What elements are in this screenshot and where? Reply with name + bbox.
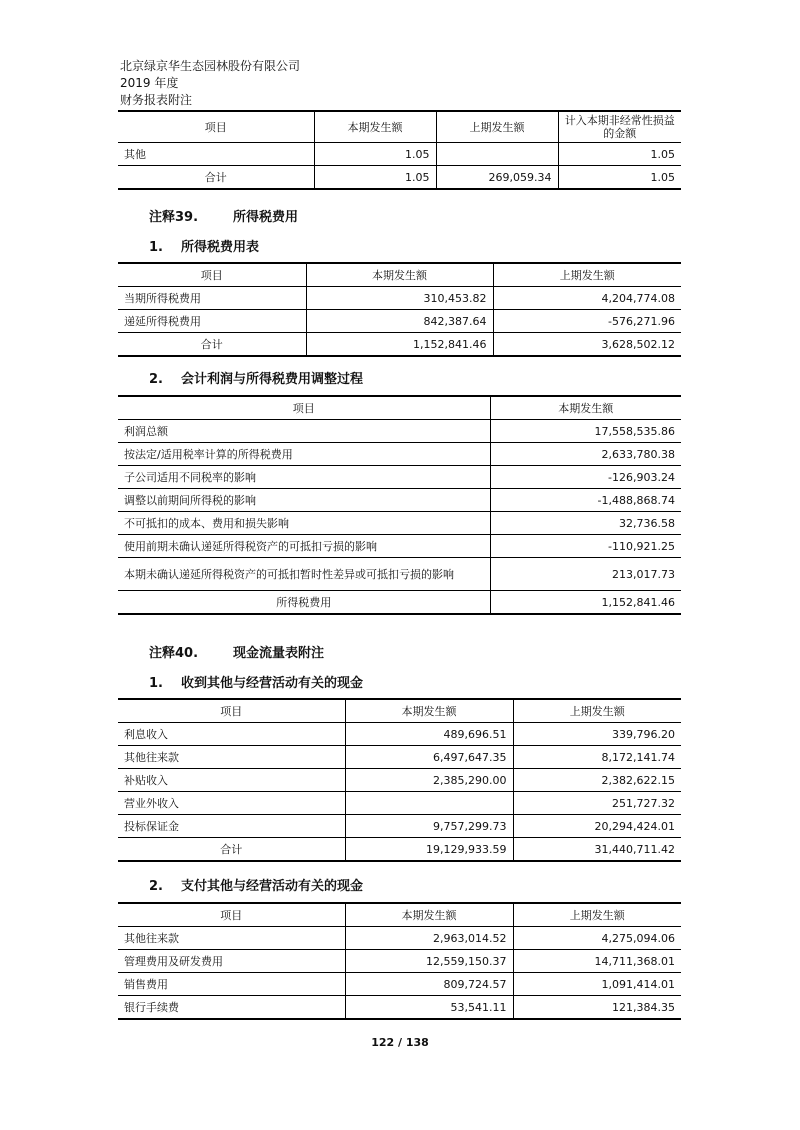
company-name: 北京绿京华生态园林股份有限公司	[120, 59, 301, 73]
document-header	[120, 58, 300, 109]
note39-title: 注释39. 所得税费用	[149, 210, 299, 225]
col-header-previous: 上期发生额	[436, 111, 558, 143]
table-row: 不可抵扣的成本、费用和损失影响 32,736.58	[118, 512, 681, 535]
table-row: 投标保证金 9,757,299.73 20,294,424.01	[118, 815, 681, 838]
table-row: 其他 1.05 1.05	[118, 143, 681, 166]
table-row-total: 合计 19,129,933.59 31,440,711.42	[118, 838, 681, 862]
table-row: 调整以前期间所得税的影响 -1,488,868.74	[118, 489, 681, 512]
note40-title: 注释40. 现金流量表附注	[149, 646, 325, 661]
note40-sub1-title: 1. 收到其他与经营活动有关的现金	[149, 676, 364, 691]
table-row: 子公司适用不同税率的影响 -126,903.24	[118, 466, 681, 489]
table-row: 其他往来款 6,497,647.35 8,172,141.74	[118, 746, 681, 769]
col-header-current: 本期发生额	[314, 111, 436, 143]
document-type: 财务报表附注	[120, 93, 193, 107]
table-row: 管理费用及研发费用 12,559,150.37 14,711,368.01	[118, 950, 681, 973]
table-row-total: 所得税费用 1,152,841.46	[118, 591, 681, 615]
cash-paid-table: 项目 本期发生额 上期发生额 其他往来款 2,963,014.52 4,275,094.06 管理费用及研发费用 12,559,150.37 14,711,368.01 销售费用 809,724.57 1,091,414.01 银行手续费 53,541.11 121,384.35	[118, 902, 681, 1020]
table-row: 其他往来款 2,963,014.52 4,275,094.06	[118, 927, 681, 950]
table-row: 银行手续费 53,541.11 121,384.35	[118, 996, 681, 1020]
table-row-total: 合计 1,152,841.46 3,628,502.12	[118, 333, 681, 357]
table-row: 利息收入 489,696.51 339,796.20	[118, 723, 681, 746]
note40-sub2-title: 2. 支付其他与经营活动有关的现金	[149, 879, 364, 894]
income-tax-expense-table: 项目 本期发生额 上期发生额 当期所得税费用 310,453.82 4,204,774.08 递延所得税费用 842,387.64 -576,271.96 合计 1,152,841.46 3,628,502.12	[118, 262, 681, 357]
table-row-total: 合计 1.05 269,059.34 1.05	[118, 166, 681, 190]
table-row: 销售费用 809,724.57 1,091,414.01	[118, 973, 681, 996]
table-row: 利润总额 17,558,535.86	[118, 420, 681, 443]
col-header-item: 项目	[118, 111, 314, 143]
table-row: 本期未确认递延所得税资产的可抵扣暂时性差异或可抵扣亏损的影响 213,017.73	[118, 558, 681, 591]
table-row: 递延所得税费用 842,387.64 -576,271.96	[118, 310, 681, 333]
table-row: 营业外收入 251,727.32	[118, 792, 681, 815]
page-number: 122 / 138	[371, 1036, 429, 1049]
table-row: 当期所得税费用 310,453.82 4,204,774.08	[118, 287, 681, 310]
tax-reconciliation-table: 项目 本期发生额 利润总额 17,558,535.86 按法定/适用税率计算的所得税费用 2,633,780.38 子公司适用不同税率的影响 -126,903.24 调整以前期间所得税的影响 -1,488,868.74 不可抵扣的成本、费用和损失影响 32,736.58 使用前期未确认递延所得税资产的可抵扣亏损的影响 -110,921.25 本期未确认递延所得税资产的可抵扣暂时性差异或可抵扣亏损的影响 213,017.73 所得税费用 1,152,841.46	[118, 395, 681, 615]
note39-sub2-title: 2. 会计利润与所得税费用调整过程	[149, 372, 364, 387]
col-header-nonrecurring: 计入本期非经常性损益的金额	[558, 111, 681, 143]
table-row: 补贴收入 2,385,290.00 2,382,622.15	[118, 769, 681, 792]
nonoperating-table	[118, 110, 681, 190]
cash-received-table: 项目 本期发生额 上期发生额 利息收入 489,696.51 339,796.20 其他往来款 6,497,647.35 8,172,141.74 补贴收入 2,385,290.00 2,382,622.15 营业外收入 251,727.32 投标保证金 9,757,299.73 20,294,424.01 合计 19,129,933.59 31,440,711.42	[118, 698, 681, 862]
table-row: 使用前期未确认递延所得税资产的可抵扣亏损的影响 -110,921.25	[118, 535, 681, 558]
report-year: 2019 年度	[120, 76, 179, 90]
table-row: 按法定/适用税率计算的所得税费用 2,633,780.38	[118, 443, 681, 466]
note39-sub1-title: 1. 所得税费用表	[149, 240, 260, 255]
